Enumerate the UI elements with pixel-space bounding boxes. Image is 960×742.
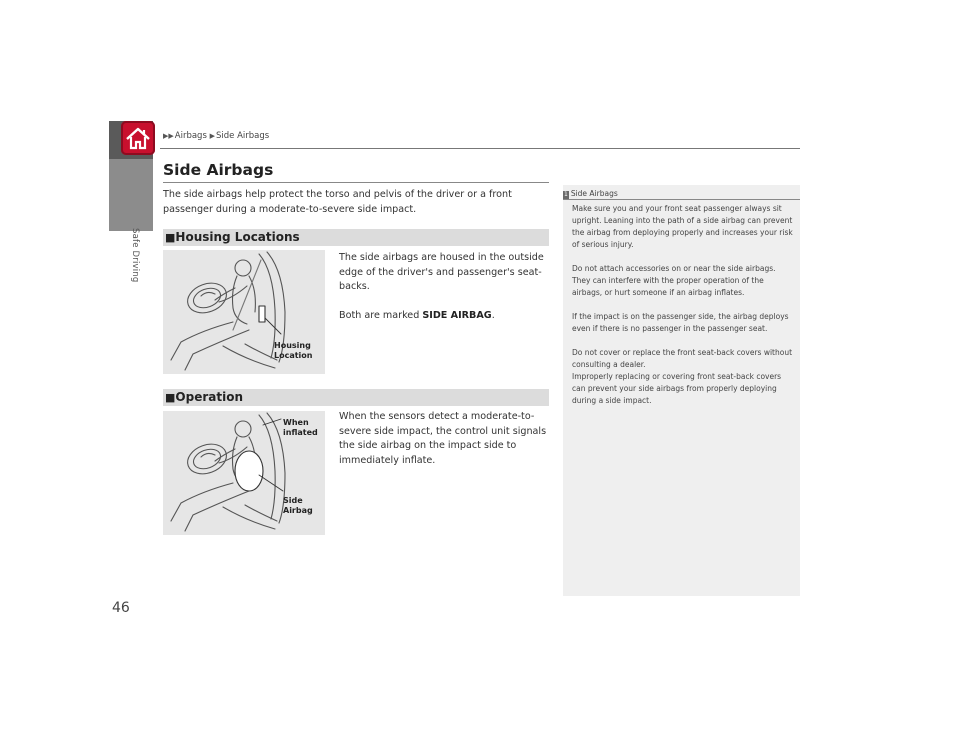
breadcrumb-arrow-icon: ▶▶ <box>163 132 174 140</box>
callout-housing-location: Housing Location <box>274 341 313 360</box>
chapter-side-label: Safe Driving <box>130 228 140 283</box>
title-divider <box>163 182 549 183</box>
note-title: 1 Side Airbags <box>564 189 618 198</box>
note-paragraph: Do not attach accessories on or near the side airbags. They can interfere with the proper operation of the airbags, or hurt someone if an airbag inflates. <box>572 264 776 297</box>
square-bullet-icon: ■ <box>165 391 176 404</box>
home-icon <box>121 121 155 155</box>
note-divider <box>563 199 800 200</box>
housing-paragraph: The side airbags are housed in the outside edge of the driver's and passenger's seat-backs. <box>339 252 544 292</box>
note-paragraph: Do not cover or replace the front seat-back covers without consulting a dealer. Improperly replacing or covering front seat-back covers can prevent your side airbags from properly deploying during a side impact. <box>572 348 793 405</box>
section-heading-operation: ■Operation <box>163 389 549 406</box>
side-airbag-marking: SIDE AIRBAG <box>422 309 492 321</box>
header-divider <box>160 148 800 149</box>
breadcrumb <box>163 131 269 141</box>
operation-description: When the sensors detect a moderate-to-severe side impact, the control unit signals the side airbag on the impact side to immediately inflate. <box>339 411 547 466</box>
breadcrumb-current: Side Airbags <box>215 131 270 141</box>
home-button[interactable] <box>121 121 155 155</box>
note-body <box>572 203 794 407</box>
page-title: Side Airbags <box>163 161 274 179</box>
intro-text: The side airbags help protect the torso and pelvis of the driver or a front passenger during a moderate-to-severe side impact. <box>163 189 512 215</box>
housing-marking-paragraph: Both are marked SIDE AIRBAG. <box>339 309 495 321</box>
breadcrumb-arrow-icon: ▶ <box>209 132 215 140</box>
callout-side-airbag: Side Airbag <box>283 496 313 515</box>
page-number: 46 <box>112 600 130 616</box>
note-paragraph: Make sure you and your front seat passenger always sit upright. Leaning into the path of a side airbag can prevent the airbag from deploying properly and increases your risk of serious injury. <box>572 204 793 249</box>
callout-when-inflated: When inflated <box>283 418 318 437</box>
square-bullet-icon: ■ <box>165 231 176 244</box>
note-marker-icon: 1 <box>564 191 568 198</box>
note-paragraph: If the impact is on the passenger side, the airbag deploys even if there is no passenger in the passenger seat. <box>572 312 789 333</box>
breadcrumb-link-airbags[interactable]: Airbags <box>174 131 207 141</box>
section-heading-housing: ■Housing Locations <box>163 229 549 246</box>
housing-description <box>339 251 551 323</box>
